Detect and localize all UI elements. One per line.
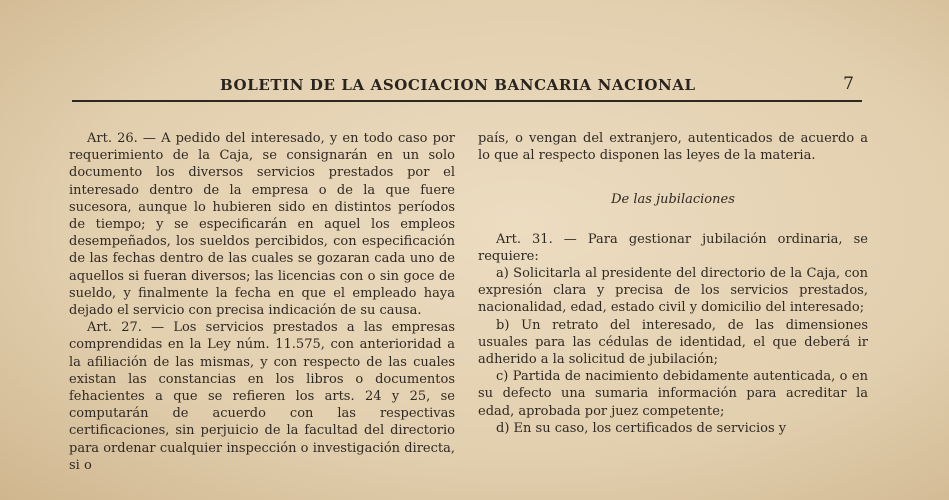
header-title: BOLETIN DE LA ASOCIACION BANCARIA NACIONAL [220,76,696,94]
list-item-b: b) Un retrato del interesado, de las dimensiones usuales para las cédulas de identidad, el que deberá ir adherido a la solicitud de jubilación; [478,317,868,368]
right-column [478,130,868,437]
header-rule [72,100,862,102]
paragraph-art-27: Art. 27. — Los servicios prestados a las empresas comprendidas en la Ley núm. 11.575, con anterioridad a la afiliación de las mismas, y con respecto de las cuales existan las constancias en los libros o documentos fehacientes a que se refieren los arts. 24 y 25, se computarán de acuerdo con las respectivas certificaciones, sin perjuicio de la facultad del directorio para ordenar cualquier inspección o investigación directa, si o [69,320,455,473]
paragraph-art-26: Art. 26. — A pedido del interesado, y en todo caso por requerimiento de la Caja, se consignarán en un solo documento los diversos servicios prestados por el interesado dentro de la empresa o de la que fuere sucesora, aunque lo hubieren sido en distintos períodos de tiempo; y se especificarán en aquel los empleos desempeñados, los sueldos percibidos, con especificación de las fechas dentro de las cuales se gozaran cada uno de aquellos si fueran diversos; las licencias con o sin goce de sueldo, y finalmente la fecha en que el empleado haya dejado el servicio con precisa indicación de su causa. [69,131,455,319]
section-title: De las jubilaciones [611,192,735,208]
list-item-a: a) Solicitarla al presidente del directorio de la Caja, con expresión clara y precisa de los servicios prestados, nacionalidad, edad, estado civil y domicilio del interesado; [478,266,868,316]
list-item-c: c) Partida de nacimiento debidamente autenticada, o en su defecto una sumaria información para acreditar la edad, aprobada por juez competente; [478,369,868,419]
page-number: 7 [843,74,854,94]
paragraph-continuation: país, o vengan del extranjero, autenticados de acuerdo a lo que al respecto disponen las leyes de la materia. [478,131,868,164]
page-header [72,72,862,102]
left-column [69,130,455,474]
list-item-d: d) En su caso, los certificados de servicios y [496,420,787,436]
paragraph-art-31: Art. 31. — Para gestionar jubilación ordinaria, se requiere: [478,231,868,264]
